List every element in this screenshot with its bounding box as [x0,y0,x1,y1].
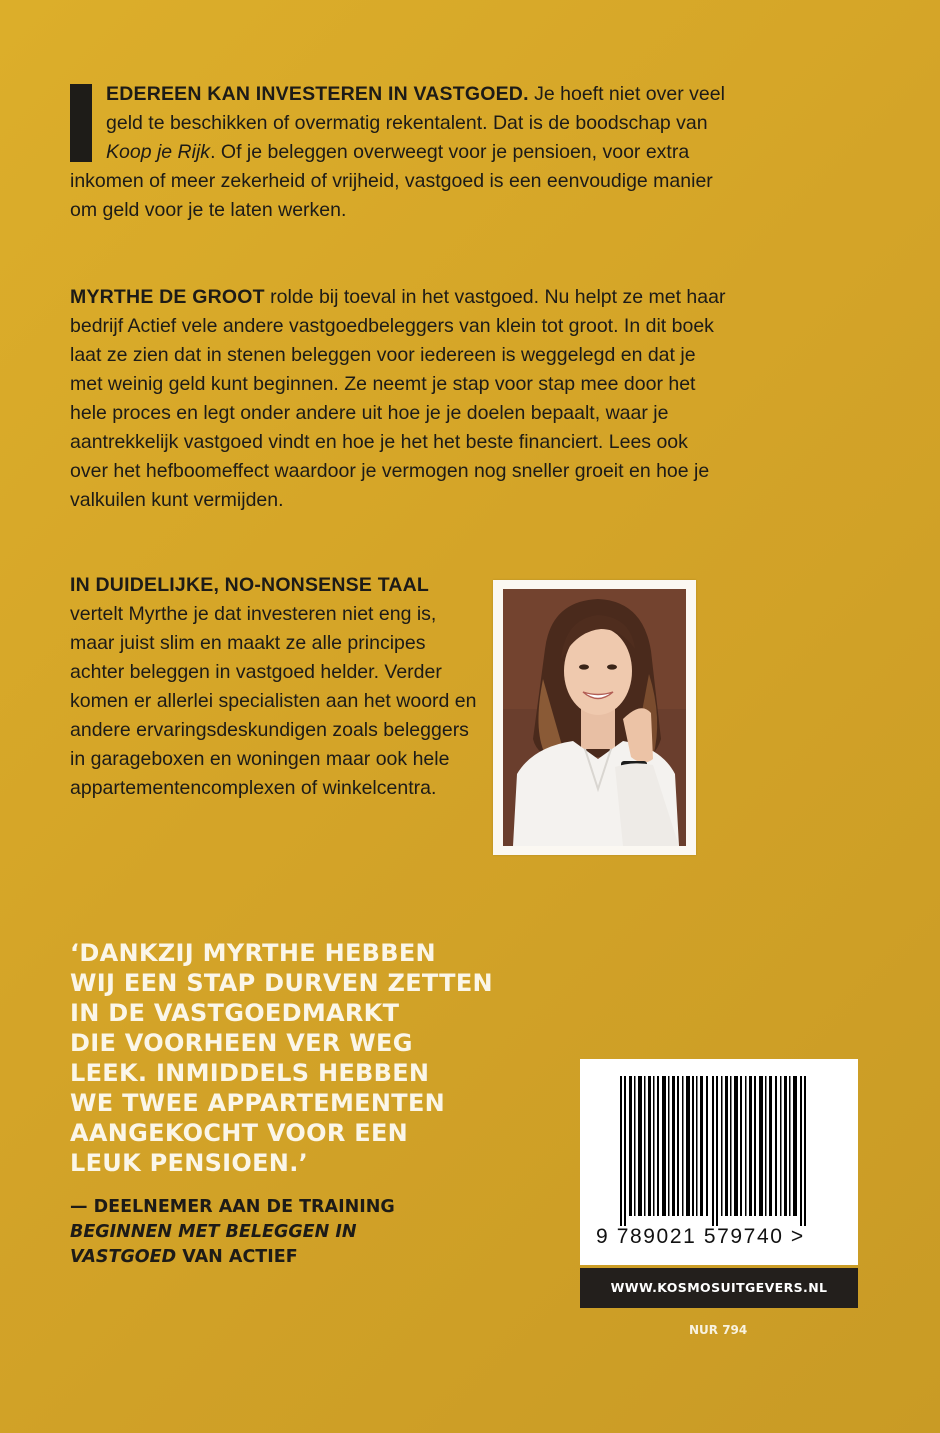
intro-text-b: . Of je beleggen overweegt voor je pensioen, voor extra inkomen of meer zekerheid of vrijheid, vastgoed is een eenvoudige manier om geld voor je te laten werken. [70,141,713,221]
author-paragraph [70,283,730,515]
author-text: rolde bij toeval in het vastgoed. Nu helpt ze met haar bedrijf Actief vele andere vastgoedbeleggers van klein tot groot. In dit boek laat ze zien dat in stenen beleggen voor iedereen is weggelegd en dat je met weinig geld kunt beginnen. Ze neemt je stap voor stap mee door het hele proces en legt onder andere uit hoe je je doelen bepaalt, waar je aantrekkelijk vastgoed vindt en hoe je het het beste financiert. Lees ook over het hefboomeffect waardoor je vermogen nog sneller groeit en hoe je valkuilen kunt vermijden. [70,286,726,511]
style-text: vertelt Myrthe je dat investeren niet eng is, maar juist slim en maakt ze alle principes achter beleggen in vastgoed helder. Verder komen er allerlei specialisten aan het woord en andere ervaringsdeskundigen zoals beleggers in garageboxen en woningen maar ook hele appartementencomplexen of winkelcentra. [70,603,477,799]
author-lead: MYRTHE DE GROOT [70,286,265,308]
style-paragraph [70,571,480,803]
quote-line: IN DE VASTGOEDMARKT [70,999,400,1027]
attribution-line-1: — DEELNEMER AAN DE TRAINING [70,1197,395,1217]
intro-paragraph [70,80,730,225]
nur-code: NUR 794 [689,1323,748,1337]
quote-attribution [70,1195,490,1270]
testimonial-quote [70,938,510,1178]
attribution-training-name-end: VASTGOED [70,1247,177,1267]
quote-line: WIJ EEN STAP DURVEN ZETTEN [70,969,493,997]
quote-line: ‘DANKZIJ MYRTHE HEBBEN [70,939,436,967]
quote-line: AANGEKOCHT VOOR EEN [70,1119,409,1147]
book-title: Koop je Rijk [106,141,211,163]
quote-line: DIE VOORHEEN VER WEG [70,1029,413,1057]
publisher-url: WWW.KOSMOSUITGEVERS.NL [580,1268,858,1308]
quote-line: WE TWEE APPARTEMENTEN [70,1089,446,1117]
quote-line: LEEK. INMIDDELS HEBBEN [70,1059,430,1087]
author-photo [503,589,686,846]
barcode [580,1059,858,1265]
barcode-bars [620,1076,820,1226]
quote-line: LEUK PENSIOEN.’ [70,1149,309,1177]
isbn-number: 9 789021 579740 > [596,1225,805,1248]
intro-text-a: Je hoeft niet over veel geld te beschikken of overmatig rekentalent. Dat is de boodschap van [106,83,725,134]
intro-lead: EDEREEN KAN INVESTEREN IN VASTGOED. [106,83,529,105]
attribution-tail: VAN ACTIEF [176,1247,298,1267]
attribution-training-name: BEGINNEN MET BELEGGEN IN [70,1222,357,1242]
drop-cap-i [70,84,92,162]
author-photo-frame [493,580,696,855]
style-lead: IN DUIDELIJKE, NO-NONSENSE TAAL [70,574,430,596]
